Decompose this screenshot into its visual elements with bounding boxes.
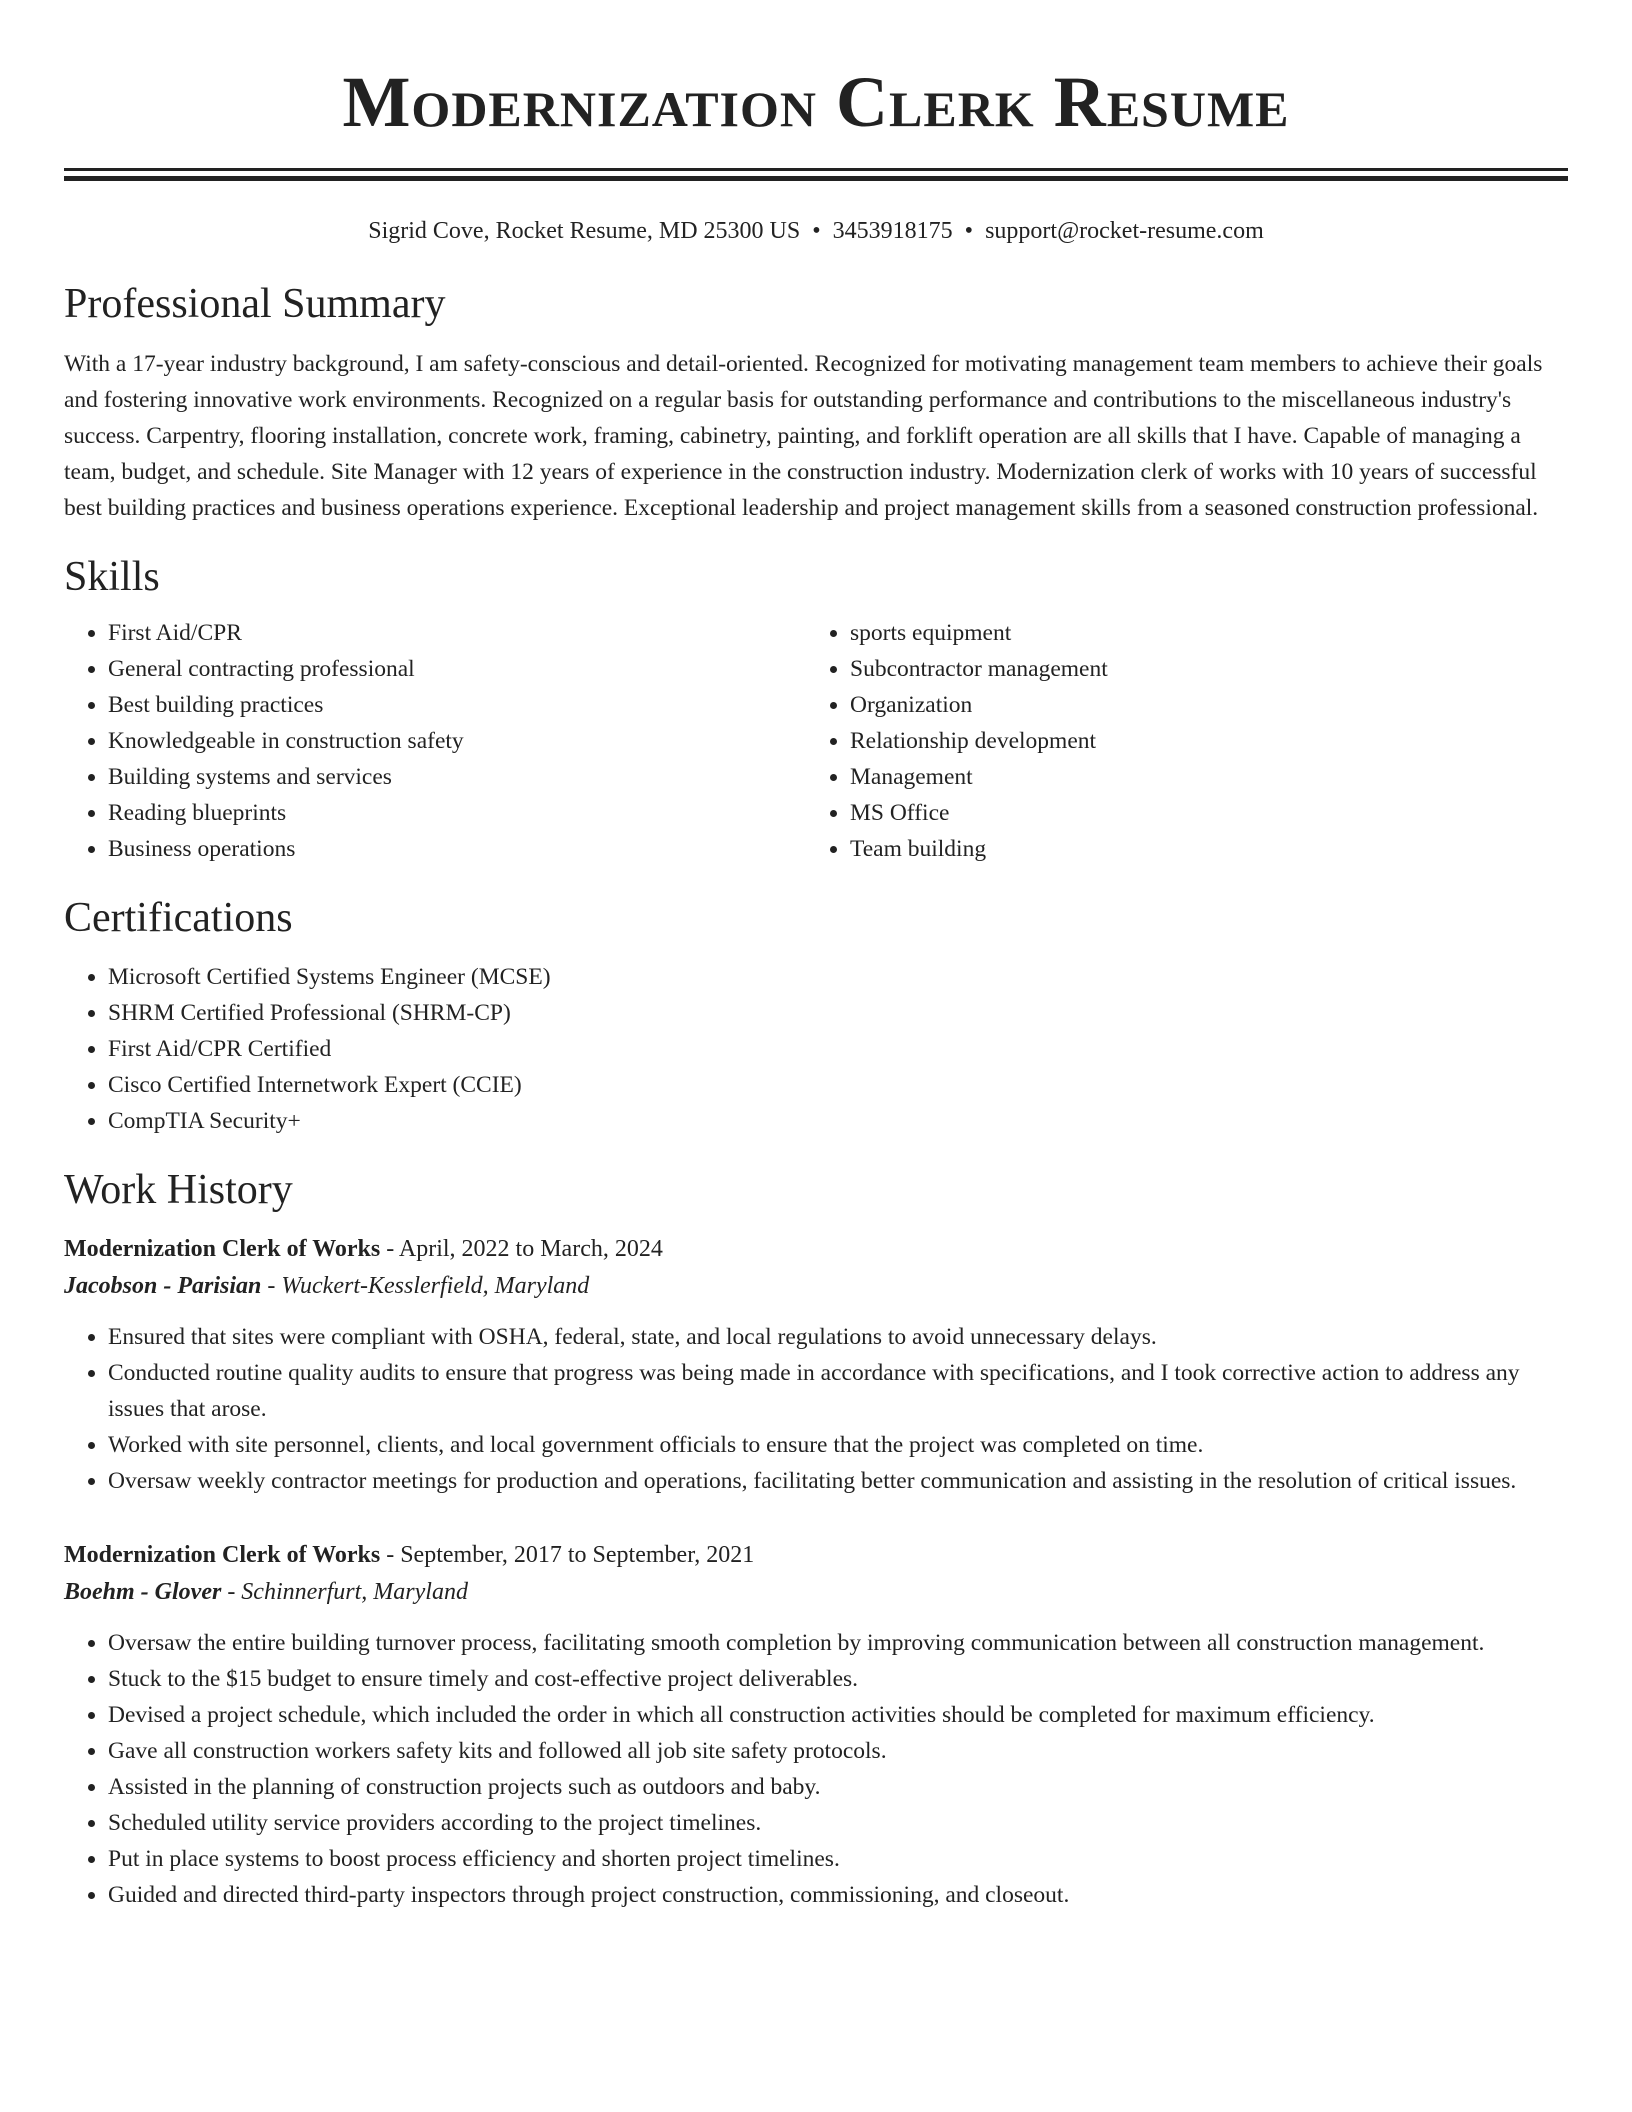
skill-item: • Building systems and services (108, 759, 806, 795)
title-rule-bottom (64, 176, 1568, 181)
skill-item: • Relationship development (850, 723, 1548, 759)
job-company: Boehm - Glover (64, 1579, 222, 1605)
certifications-heading: Certifications (64, 895, 293, 941)
job-duty: • Devised a project schedule, which included the order in which all construction activities should be completed for maximum efficiency. (108, 1697, 1568, 1733)
skills-list (64, 615, 1568, 867)
skill-item: • Best building practices (108, 687, 806, 723)
certification-item: • CompTIA Security+ (108, 1103, 1568, 1139)
skill-item: • General contracting professional (108, 651, 806, 687)
contact-email: support@rocket-resume.com (985, 218, 1264, 244)
skill-item: • MS Office (850, 795, 1548, 831)
skill-item: • Subcontractor management (850, 651, 1548, 687)
certification-item: • Cisco Certified Internetwork Expert (CCIE) (108, 1067, 1568, 1103)
job-entry (64, 1231, 1568, 1499)
skill-item: • Business operations (108, 831, 806, 867)
resume-title: Modernization Clerk Resume (342, 62, 1290, 142)
certification-item: • SHRM Certified Professional (SHRM-CP) (108, 995, 1568, 1031)
job-dates: - September, 2017 to September, 2021 (380, 1542, 755, 1568)
skills-column-left (64, 615, 806, 867)
job-dates: - April, 2022 to March, 2024 (380, 1236, 663, 1262)
job-duty: • Conducted routine quality audits to ensure that progress was being made in accordance with specifications, and I took corrective action to address any issues that arose. (108, 1355, 1568, 1427)
certifications-list (64, 959, 1568, 1139)
job-duty: • Stuck to the $15 budget to ensure timely and cost-effective project deliverables. (108, 1661, 1568, 1697)
job-title-line (64, 1537, 1568, 1573)
job-duty: • Guided and directed third-party inspectors through project construction, commissioning, and closeout. (108, 1877, 1568, 1913)
job-duty: • Gave all construction workers safety kits and followed all job site safety protocols. (108, 1733, 1568, 1769)
title-rule-top (64, 168, 1568, 171)
job-duties-list (64, 1319, 1568, 1499)
job-company-line (64, 1267, 1568, 1305)
skill-item: • Organization (850, 687, 1548, 723)
job-location: - Schinnerfurt, Maryland (221, 1579, 468, 1605)
contact-phone: 3453918175 (832, 218, 953, 244)
job-company: Jacobson - Parisian (64, 1273, 262, 1299)
skill-item: • sports equipment (850, 615, 1548, 651)
job-title-line (64, 1231, 1568, 1267)
summary-heading: Professional Summary (64, 281, 446, 327)
job-company-line (64, 1573, 1568, 1611)
job-title: Modernization Clerk of Works (64, 1542, 381, 1568)
job-duty: • Oversaw weekly contractor meetings for production and operations, facilitating better communication and assisting in the resolution of critical issues. (108, 1463, 1568, 1499)
skill-item: • Knowledgeable in construction safety (108, 723, 806, 759)
skills-heading: Skills (64, 554, 160, 600)
contact-separator: • (812, 218, 821, 244)
skill-item: • Reading blueprints (108, 795, 806, 831)
contact-address: Sigrid Cove, Rocket Resume, MD 25300 US (368, 218, 801, 244)
job-duty: • Worked with site personnel, clients, and local government officials to ensure that the project was completed on time. (108, 1427, 1568, 1463)
contact-line (64, 215, 1568, 247)
job-duty: • Put in place systems to boost process efficiency and shorten project timelines. (108, 1841, 1568, 1877)
job-entry (64, 1537, 1568, 1913)
work-history-heading: Work History (64, 1167, 293, 1213)
skill-item: • First Aid/CPR (108, 615, 806, 651)
job-duty: • Oversaw the entire building turnover process, facilitating smooth completion by improving communication between all construction management. (108, 1625, 1568, 1661)
certification-item: • Microsoft Certified Systems Engineer (MCSE) (108, 959, 1568, 995)
contact-separator: • (964, 218, 974, 244)
job-title: Modernization Clerk of Works (64, 1236, 381, 1262)
skills-column-right (806, 615, 1548, 867)
job-duties-list (64, 1625, 1568, 1913)
job-location: - Wuckert-Kesslerfield, Maryland (261, 1273, 590, 1299)
job-duty: • Scheduled utility service providers according to the project timelines. (108, 1805, 1568, 1841)
job-duty: • Assisted in the planning of construction projects such as outdoors and baby. (108, 1769, 1568, 1805)
summary-text: With a 17-year industry background, I am safety-conscious and detail-oriented. Recognized for motivating management team members to achieve their goals and fostering innovative work environments. Recognized on a regular basis for outstanding performance and contributions to the miscellaneous industry's success. Carpentry, flooring installation, concrete work, framing, cabinetry, painting, and forklift operation are all skills that I have. Capable of managing a team, budget, and schedule. Site Manager with 12 years of experience in the construction industry. Modernization clerk of works with 10 years of successful best building practices and business operations experience. Exceptional leadership and project management skills from a seasoned construction professional. (64, 351, 1543, 521)
certification-item: • First Aid/CPR Certified (108, 1031, 1568, 1067)
job-duty: • Ensured that sites were compliant with OSHA, federal, state, and local regulations to avoid unnecessary delays. (108, 1319, 1568, 1355)
skill-item: • Management (850, 759, 1548, 795)
skill-item: • Team building (850, 831, 1548, 867)
